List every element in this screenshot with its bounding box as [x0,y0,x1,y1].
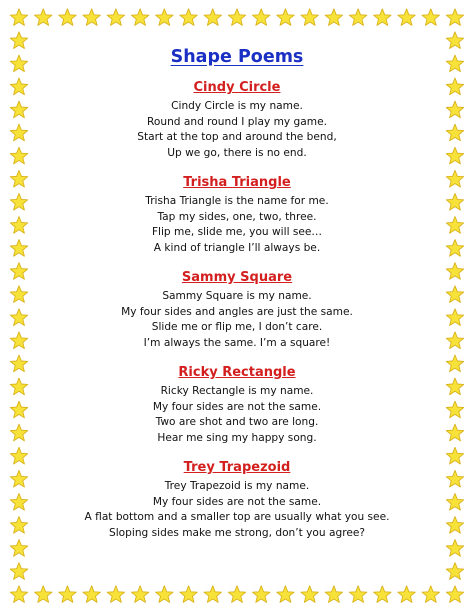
star-icon [10,124,27,141]
star-icon [10,470,27,487]
star-icon [10,355,27,372]
star-icon [83,586,101,603]
poem-sammy-square [44,269,430,351]
poem-ricky-rectangle [44,364,430,446]
star-icon [446,263,463,280]
star-icon [446,494,463,511]
poem-title: Trey Trapezoid [183,460,291,475]
star-icon [10,447,27,464]
star-icon [446,240,463,257]
star-icon [10,286,27,303]
star-icon [59,9,76,26]
star-icon [349,9,367,26]
star-icon [446,470,463,487]
poem-line: Round and round I play my game. [147,115,327,128]
poem-list [44,79,430,541]
star-icon [107,9,125,26]
poem-line: Sammy Square is my name. [162,290,312,302]
star-icon [446,32,463,49]
star-icon [277,586,295,603]
poem-line: A flat bottom and a smaller top are usually what you see. [84,511,390,523]
star-icon [10,378,27,395]
star-icon [180,9,198,26]
star-icon [446,332,463,349]
star-icon [398,9,416,26]
star-icon [131,586,149,603]
star-icon [349,586,367,603]
star-icon [446,217,463,234]
poem-line: Trisha Triangle is the name for me. [145,195,329,207]
poem-line: Ricky Rectangle is my name. [160,385,314,397]
star-icon [446,78,463,95]
star-icon [446,540,463,557]
star-icon [446,447,463,464]
star-icon [107,586,125,603]
star-icon [422,9,440,26]
star-icon [10,55,27,72]
star-icon [398,586,416,603]
star-icon [10,332,27,349]
star-icon [180,586,198,603]
star-icon [10,147,27,164]
poem-line: Trey Trapezoid is my name. [164,480,310,492]
star-icon [301,9,319,26]
poem-line: A kind of triangle I’ll always be. [153,241,321,254]
star-icon [446,286,463,303]
star-icon [253,9,271,26]
poem-trey-trapezoid [44,459,430,541]
poem-line: Up we go, there is no end. [167,146,307,159]
star-icon [446,563,463,580]
poem-trisha-triangle [44,174,430,256]
star-icon [59,586,76,603]
star-icon [228,9,245,26]
star-icon [446,378,463,395]
star-icon [253,586,271,603]
poem-title: Cindy Circle [193,80,281,95]
star-icon [277,9,295,26]
star-icon [446,401,463,418]
star-icon [374,9,392,26]
star-icon [10,32,27,49]
star-icon [446,101,463,118]
star-icon [446,170,463,187]
document-body [44,40,430,580]
poem-line: Slide me or flip me, I don’t care. [151,321,323,333]
star-icon [10,217,27,234]
poem-title: Sammy Square [181,270,293,285]
star-icon [10,240,27,257]
poem-line: Cindy Circle is my name. [171,100,303,112]
star-icon [204,9,222,26]
poem-line: My four sides are not the same. [152,400,322,413]
star-icon [374,586,392,603]
star-icon [10,263,27,280]
poem-line: I’m always the same. I’m a square! [143,336,331,349]
star-icon [10,540,27,557]
star-icon [446,517,463,534]
star-icon [10,517,27,534]
star-icon [156,9,174,26]
poem-lines [44,194,430,256]
star-icon [446,586,463,603]
poem-lines [44,289,430,351]
poem-line: Two are shot and two are long. [155,416,319,428]
poem-line: My four sides are not the same. [152,495,322,508]
star-icon [325,9,343,26]
star-icon [228,586,245,603]
star-icon [446,147,463,164]
poem-title: Ricky Rectangle [178,365,296,380]
star-icon [35,9,53,26]
star-icon [446,193,463,210]
poem-lines [44,479,430,541]
star-icon [10,9,27,26]
star-icon [10,309,27,326]
star-icon [10,170,27,187]
star-icon [446,355,463,372]
star-icon [446,309,463,326]
poem-line: Flip me, slide me, you will see… [151,226,323,238]
star-icon [301,586,319,603]
star-icon [10,494,27,511]
star-icon [10,424,27,441]
poem-line: Tap my sides, one, two, three. [157,210,317,223]
star-icon [10,101,27,118]
poem-line: Sloping sides make me strong, don’t you agree? [109,526,365,539]
star-icon [325,586,343,603]
star-icon [131,9,149,26]
star-icon [446,124,463,141]
poem-line: Start at the top and around the bend, [137,131,337,143]
page-title: Shape Poems [170,47,304,67]
star-icon [446,424,463,441]
star-icon [156,586,174,603]
star-icon [10,586,27,603]
star-icon [35,586,53,603]
star-icon [10,193,27,210]
poem-title: Trisha Triangle [183,175,291,190]
poem-line: My four sides and angles are just the same. [121,305,353,318]
poem-lines [44,99,430,161]
star-icon [422,586,440,603]
star-icon [10,563,27,580]
star-icon [446,55,463,72]
star-icon [83,9,101,26]
star-icon [446,9,463,26]
poem-line: Hear me sing my happy song. [157,431,317,444]
poem-cindy-circle [44,79,430,161]
poem-lines [44,384,430,446]
star-icon [10,78,27,95]
star-icon [204,586,222,603]
star-icon [10,401,27,418]
